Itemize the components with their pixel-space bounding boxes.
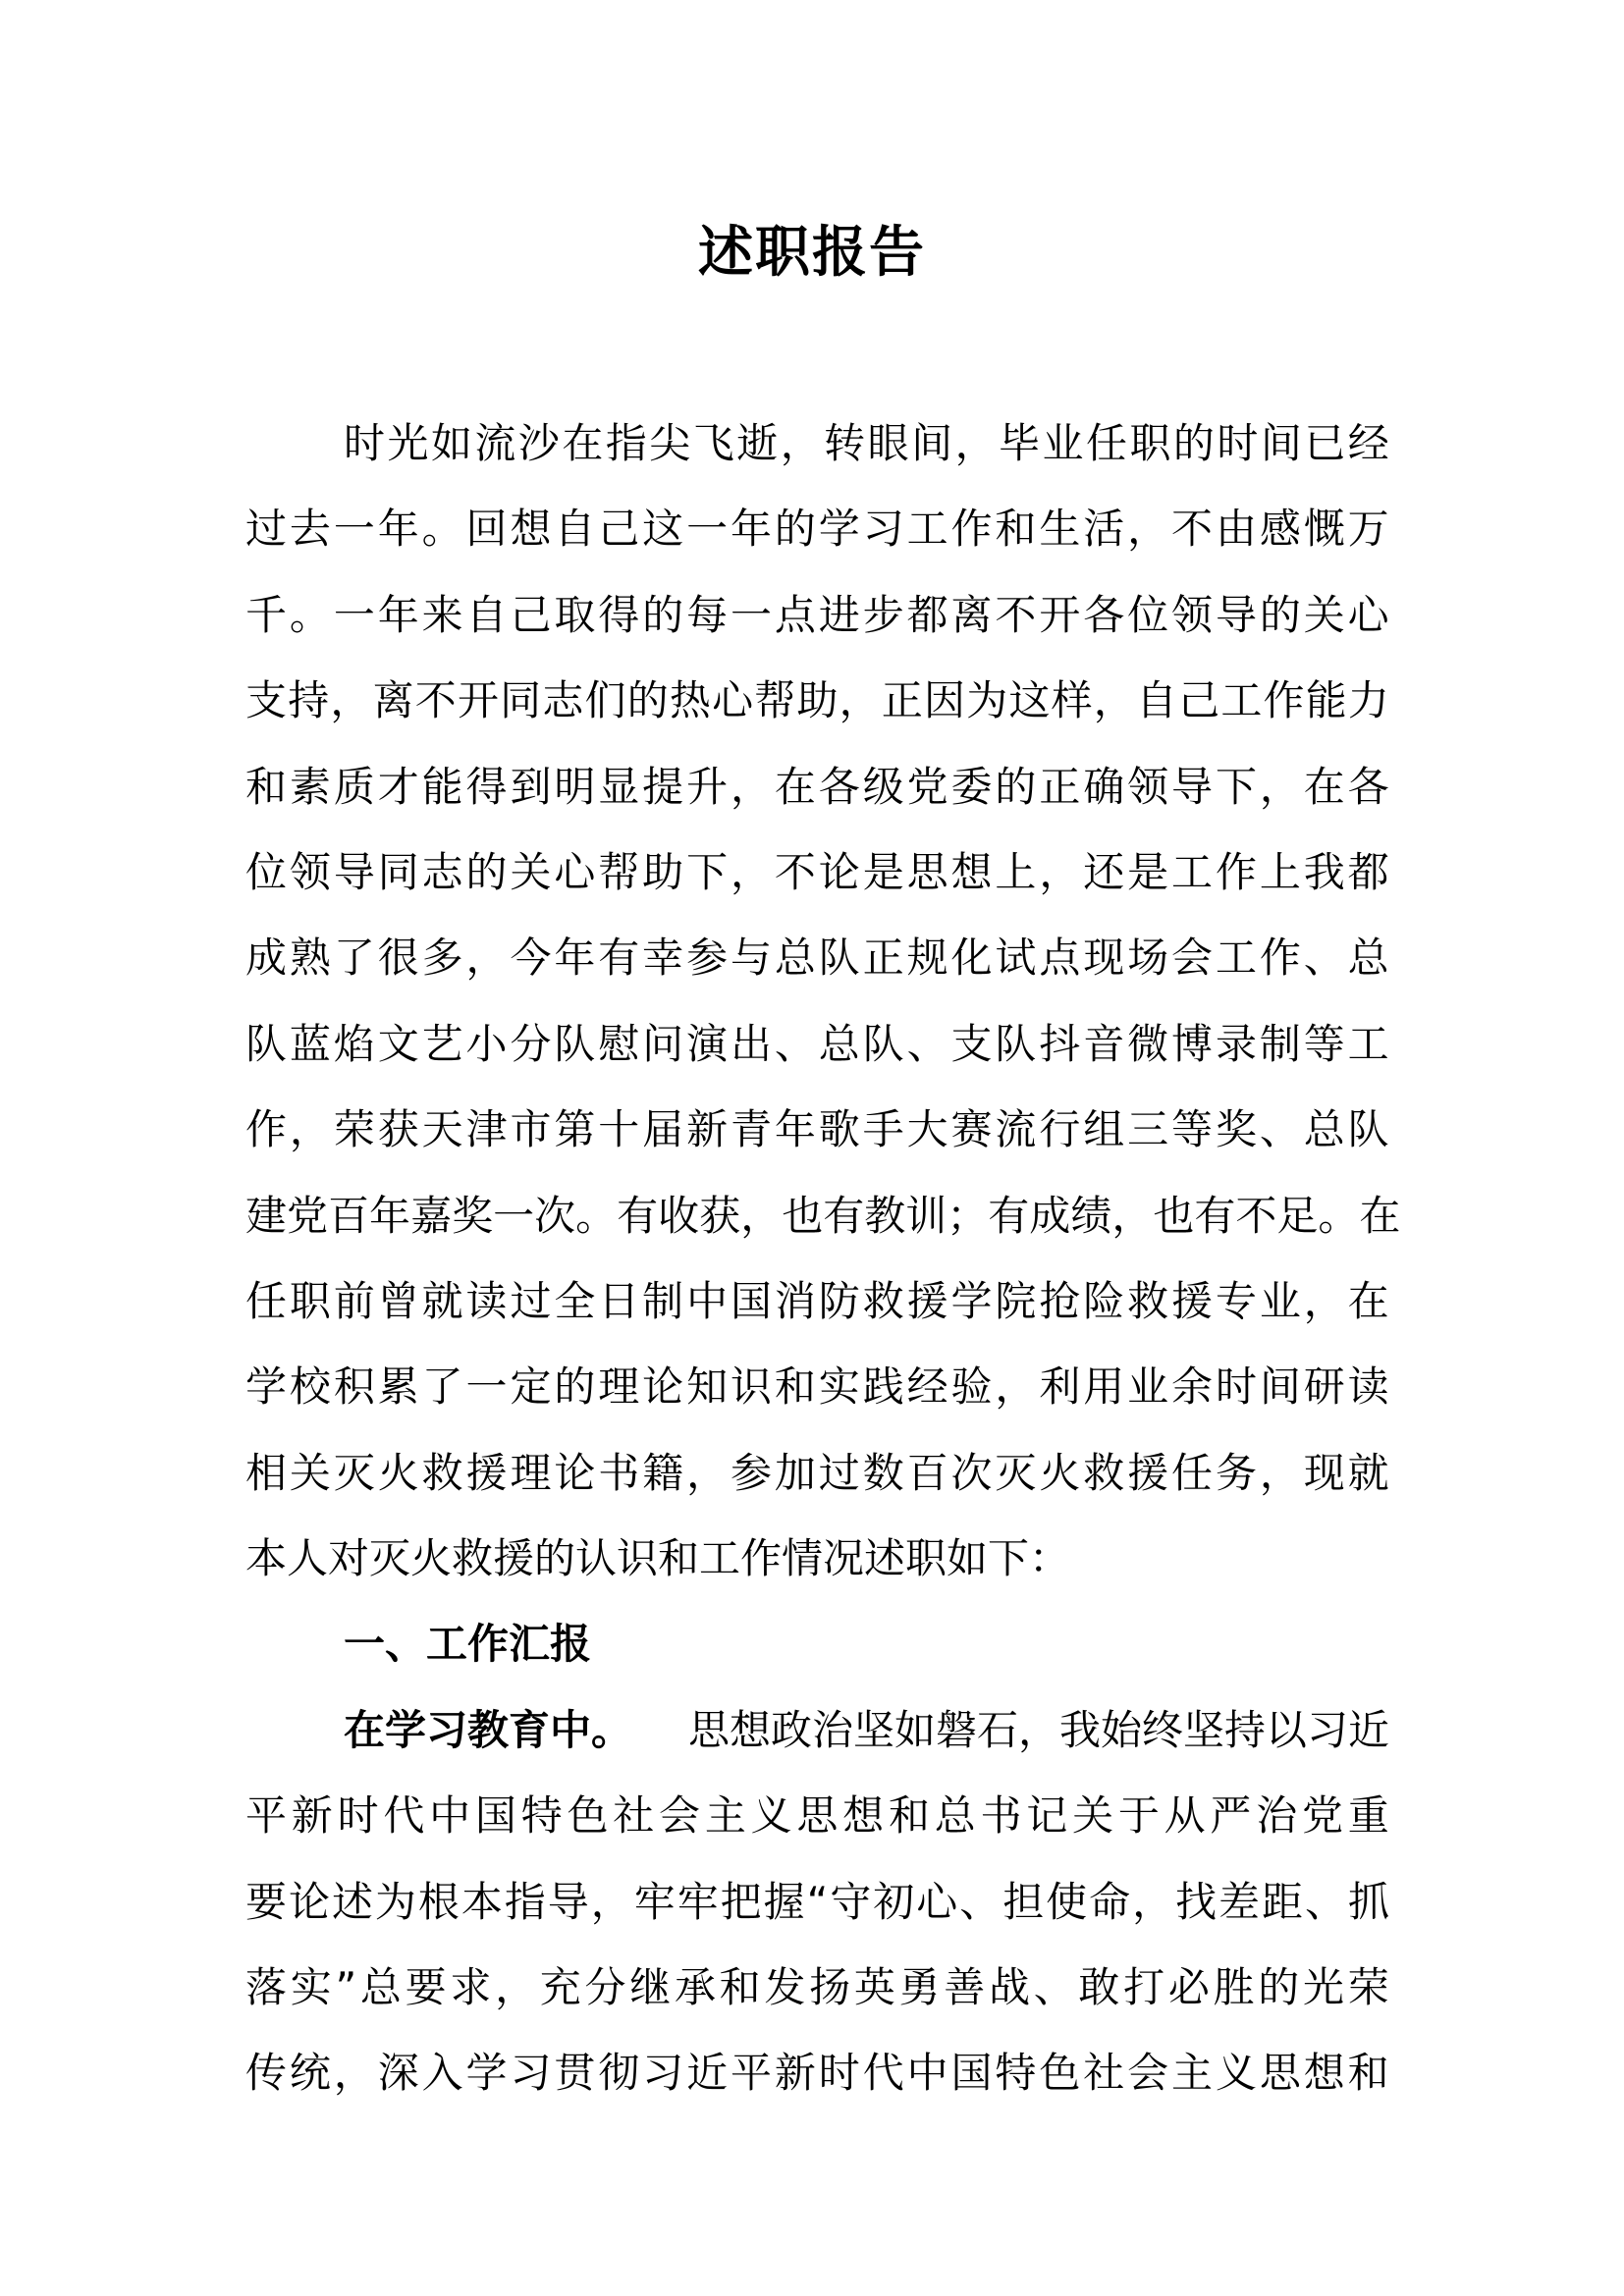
paragraph-line: 落 实 ” 总 要 求 ， 充 分 继 承 和 发 扬 英 勇 善 战 、 敢 打 必 胜 的 光 荣	[245, 1963, 1389, 2012]
paragraph-line	[245, 1687, 1389, 1773]
paragraph-line: 位 领 导 同 志 的 关 心 帮 助 下 ， 不 论 是 思 想 上 ， 还 是 工 作 上 我 都	[245, 847, 1389, 896]
paragraph-line: 建 党 百 年 嘉 奖 一 次 。 有 收 获 ， 也 有 教 训 ； 有 成 绩 ， 也 有 不 足 。 在	[245, 1191, 1401, 1240]
paragraph-line: 过 去 一 年 。 回 想 自 己 这 一 年 的 学 习 工 作 和 生 活 ， 不 由 感 慨 万	[245, 505, 1389, 554]
paragraph-line: 作 ， 荣 获 天 津 市 第 十 届 新 青 年 歌 手 大 赛 流 行 组 三 等 奖 、 总 队	[245, 1105, 1389, 1154]
paragraph-line: 队 蓝 焰 文 艺 小 分 队 慰 问 演 出 、 总 队 、 支 队 抖 音 微 博 录 制 等 工	[245, 1019, 1389, 1068]
paragraph-line: 时 光 如 流 沙 在 指 尖 飞 逝 ， 转 眼 间 ， 毕 业 任 职 的 时 间 已 经	[344, 419, 1389, 467]
paragraph-line: 学 校 积 累 了 一 定 的 理 论 知 识 和 实 践 经 验 ， 利 用 业 余 时 间 研 读	[245, 1362, 1389, 1412]
section-heading	[245, 1601, 1389, 1686]
paragraph-line: 相 关 灭 火 救 援 理 论 书 籍 ， 参 加 过 数 百 次 灭 火 救 援 任 务 ， 现 就	[245, 1448, 1389, 1497]
paragraph-line: 平 新 时 代 中 国 特 色 社 会 主 义 思 想 和 总 书 记 关 于 从 严 治 党 重	[245, 1791, 1389, 1841]
section-heading-text: 一、工作汇报	[344, 1620, 592, 1669]
paragraph-line: 任 职 前 曾 就 读 过 全 日 制 中 国 消 防 救 援 学 院 抢 险 救 援 专 业 ， 在	[245, 1276, 1389, 1325]
paragraph-lead-rest: 思想政治坚如磐石，我始终坚持以习近	[687, 1705, 1389, 1754]
document-title: 述职报告	[698, 220, 926, 285]
paragraph-line: 要 论 述 为 根 本 指 导 ， 牢 牢 把 握 “ 守 初 心 、 担 使 命 ， 找 差 距 、 抓	[245, 1877, 1389, 1926]
paragraph-line: 千 。 一 年 来 自 己 取 得 的 每 一 点 进 步 都 离 不 开 各 位 领 导 的 关 心	[245, 590, 1389, 639]
document-body	[245, 400, 1401, 2116]
paragraph-line: 传 统 ， 深 入 学 习 贯 彻 习 近 平 新 时 代 中 国 特 色 社 会 主 义 思 想 和	[245, 2049, 1389, 2098]
paragraph-line: 支 持 ， 离 不 开 同 志 们 的 热 心 帮 助 ， 正 因 为 这 样 ， 自 己 工 作 能 力	[245, 676, 1389, 725]
paragraph-line: 成 熟 了 很 多 ， 今 年 有 幸 参 与 总 队 正 规 化 试 点 现 场 会 工 作 、 总	[245, 934, 1389, 983]
paragraph-line: 和 素 质 才 能 得 到 明 显 提 升 ， 在 各 级 党 委 的 正 确 领 导 下 ， 在 各	[245, 762, 1389, 811]
paragraph-lead-bold: 在学习教育中。	[344, 1705, 633, 1754]
paragraph-line: 本人对灭火救援的认识和工作情况述职如下：	[245, 1534, 1071, 1583]
